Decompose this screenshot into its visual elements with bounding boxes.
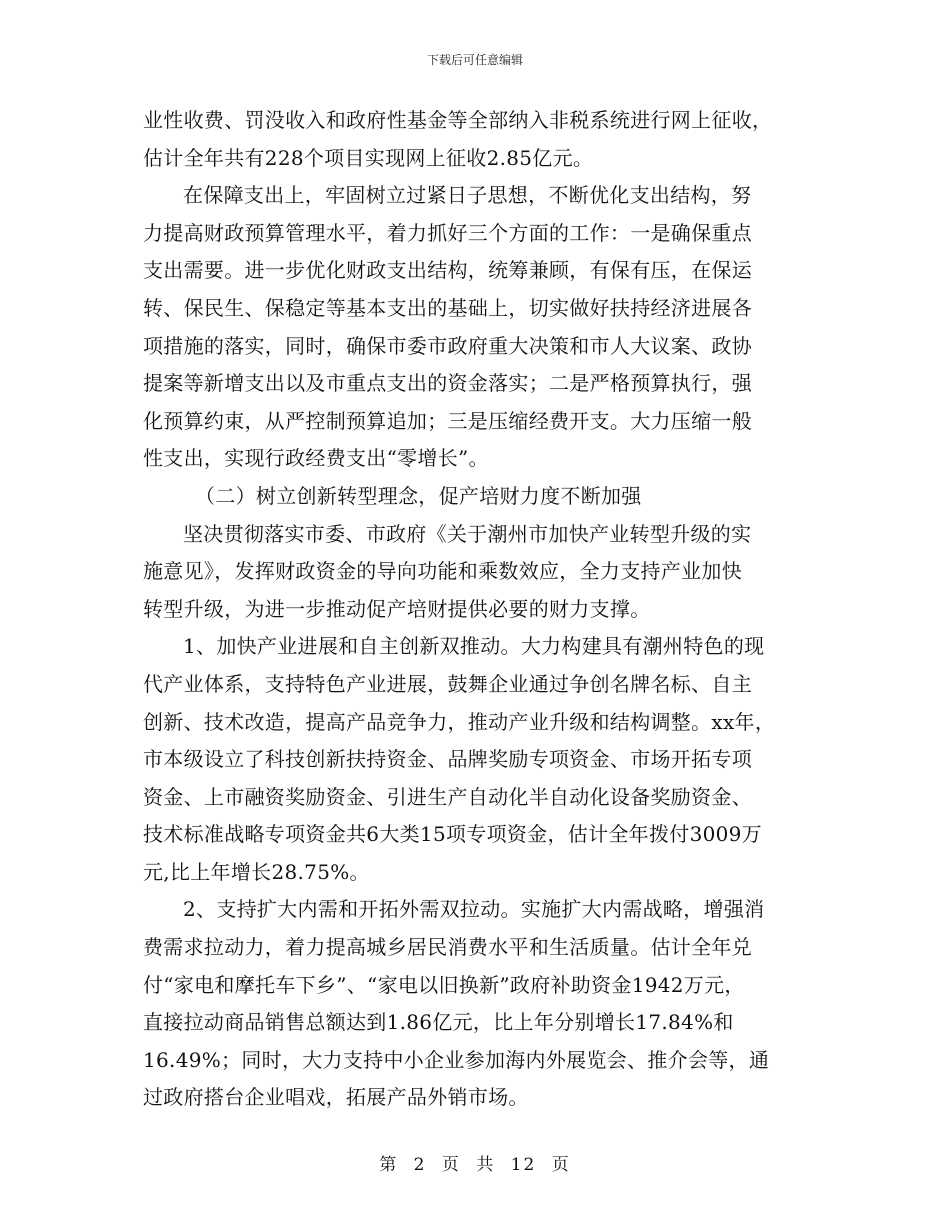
- text-line: 2、支持扩大内需和开拓外需双拉动。实施扩大内需战略，增强消: [183, 897, 765, 922]
- paragraph-expenditure: [143, 177, 811, 478]
- text-line: 过政府搭台企业唱戏，拓展产品外销市场。: [143, 1085, 529, 1110]
- text-line: 直接拉动商品销售总额达到1.86亿元，比上年分别增长17.84%和: [143, 1010, 734, 1035]
- text-line: 技术标准战略专项资金共6大类15项专项资金，估计全年拨付3009万: [143, 822, 762, 847]
- text-line: 付“家电和摩托车下乡”、“家电以旧换新”政府补助资金1942万元，: [143, 972, 745, 997]
- text-line: 1、加快产业进展和自主创新双推动。大力构建具有潮州特色的现: [183, 634, 765, 659]
- text-line: 估计全年共有228个项目实现网上征收2.85亿元。: [143, 145, 594, 170]
- text-line: 项措施的落实，同时，确保市委市政府重大决策和市人大议案、政协: [143, 333, 752, 358]
- text-line: 市本级设立了科技创新扶持资金、品牌奖励专项资金、市场开拓专项: [143, 747, 752, 772]
- paragraph-innovation: [143, 628, 811, 891]
- page-number: 2: [413, 1155, 427, 1175]
- page-label-prefix: 第: [379, 1155, 399, 1175]
- text-line: 转型升级，为进一步推动促产培财提供必要的财力支撑。: [143, 596, 651, 621]
- text-line: 代产业体系，支持特色产业进展，鼓舞企业通过争创名牌名标、自主: [143, 671, 752, 696]
- text-line: 元,比上年增长28.75%。: [143, 859, 370, 884]
- section-heading: [143, 478, 811, 516]
- total-label: 共: [476, 1155, 496, 1175]
- page-label-mid: 页: [441, 1155, 461, 1175]
- text-line: 创新、技术改造，提高产品竞争力，推动产业升级和结构调整。xx年，: [143, 709, 776, 734]
- text-line: 资金、上市融资奖励资金、引进生产自动化半自动化设备奖励资金、: [143, 784, 752, 809]
- text-line: 费需求拉动力，着力提高城乡居民消费水平和生活质量。估计全年兑: [143, 935, 752, 960]
- text-line: 坚决贯彻落实市委、市政府《关于潮州市加快产业转型升级的实: [183, 521, 752, 546]
- text-line: 在保障支出上，牢固树立过紧日子思想，不断优化支出结构，努: [183, 183, 752, 208]
- text-line: 提案等新增支出以及市重点支出的资金落实；二是严格预算执行，强: [143, 371, 752, 396]
- paragraph-demand: [143, 891, 811, 1117]
- text-line: 化预算约束，从严控制预算追加；三是压缩经费开支。大力压缩一般: [143, 408, 752, 433]
- text-line: 性支出，实现行政经费支出“零增长”。: [143, 446, 489, 471]
- text-line: 业性收费、罚没收入和政府性基金等全部纳入非税系统进行网上征收，: [143, 108, 773, 132]
- paragraph-nontax-revenue: [143, 102, 811, 177]
- text-line: 转、保民生、保稳定等基本支出的基础上，切实做好扶持经济进展各: [143, 295, 752, 320]
- section-heading-text: （二）树立创新转型理念，促产培财力度不断加强: [195, 483, 642, 508]
- page-footer: [0, 1154, 950, 1176]
- text-line: 力提高财政预算管理水平，着力抓好三个方面的工作：一是确保重点: [143, 220, 752, 245]
- page-header-note: 下载后可任意编辑: [426, 53, 523, 67]
- text-line: 支出需要。进一步优化财政支出结构，统筹兼顾，有保有压，在保运: [143, 258, 752, 283]
- document-body: [143, 102, 811, 1117]
- text-line: 16.49%；同时，大力支持中小企业参加海内外展览会、推介会等，通: [143, 1047, 770, 1072]
- text-line: 施意见》，发挥财政资金的导向功能和乘数效应，全力支持产业加快: [143, 559, 742, 584]
- paragraph-industry-transformation: [143, 516, 811, 629]
- total-pages: 12: [510, 1155, 537, 1175]
- page-label-suffix: 页: [551, 1155, 571, 1175]
